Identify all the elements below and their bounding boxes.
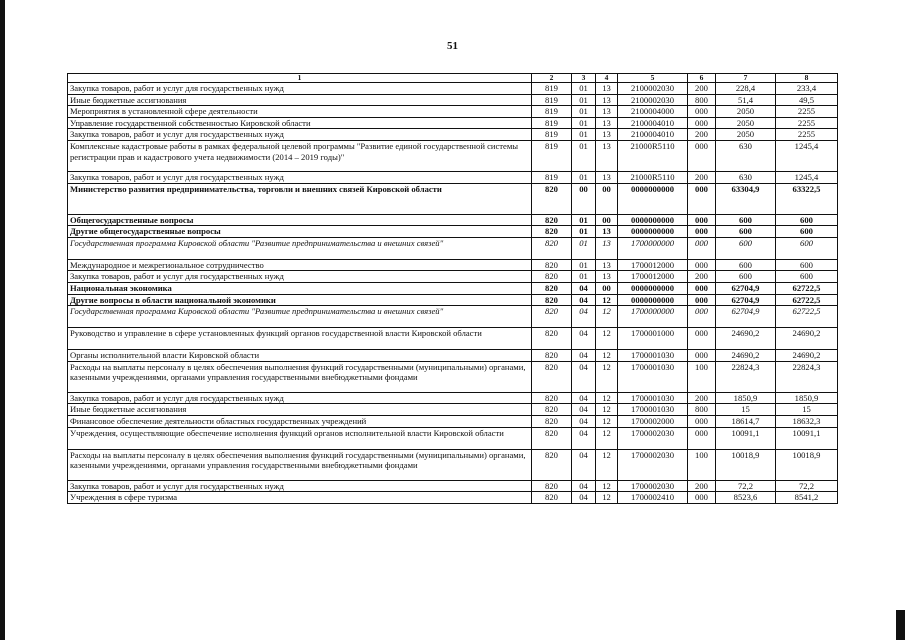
row-value-cell-c6: 100 (688, 449, 716, 480)
row-value-cell-c6: 100 (688, 361, 716, 392)
row-name-cell: Национальная экономика (68, 282, 532, 294)
row-value-cell-c2: 819 (532, 140, 572, 171)
row-value-cell-c4: 00 (596, 183, 618, 214)
row-value-cell-c2: 819 (532, 171, 572, 183)
row-value-cell-c4: 13 (596, 259, 618, 271)
row-value-cell-c6: 000 (688, 282, 716, 294)
table-row (68, 129, 838, 141)
row-value-cell-c8: 1850,9 (776, 392, 838, 404)
row-name-cell: Другие общегосударственные вопросы (68, 226, 532, 238)
row-value-cell-c8: 600 (776, 214, 838, 226)
row-value-cell-c2: 820 (532, 282, 572, 294)
row-value-cell-c4: 13 (596, 171, 618, 183)
row-value-cell-c6: 200 (688, 129, 716, 141)
row-value-cell-c3: 04 (572, 480, 596, 492)
row-value-cell-c8: 8541,2 (776, 492, 838, 504)
row-value-cell-c4: 12 (596, 492, 618, 504)
column-header: 1 (68, 74, 532, 83)
row-value-cell-c5: 1700001000 (618, 328, 688, 350)
row-value-cell-c3: 04 (572, 306, 596, 328)
row-value-cell-c8: 2255 (776, 129, 838, 141)
row-value-cell-c8: 10018,9 (776, 449, 838, 480)
row-value-cell-c7: 62704,9 (716, 282, 776, 294)
row-value-cell-c4: 12 (596, 294, 618, 306)
row-value-cell-c2: 820 (532, 392, 572, 404)
row-value-cell-c6: 200 (688, 271, 716, 283)
row-value-cell-c8: 600 (776, 226, 838, 238)
table-row (68, 226, 838, 238)
row-value-cell-c7: 2050 (716, 129, 776, 141)
row-value-cell-c5: 1700012000 (618, 259, 688, 271)
row-name-cell: Другие вопросы в области национальной экономики (68, 294, 532, 306)
row-value-cell-c2: 820 (532, 361, 572, 392)
row-name-cell: Управление государственной собственностью Кировской области (68, 117, 532, 129)
row-value-cell-c2: 819 (532, 129, 572, 141)
table-row (68, 214, 838, 226)
row-value-cell-c3: 04 (572, 449, 596, 480)
row-value-cell-c4: 13 (596, 226, 618, 238)
row-value-cell-c8: 22824,3 (776, 361, 838, 392)
row-value-cell-c7: 24690,2 (716, 328, 776, 350)
row-value-cell-c2: 820 (532, 271, 572, 283)
row-value-cell-c7: 15 (716, 404, 776, 416)
table-row (68, 492, 838, 504)
row-value-cell-c5: 21000R5110 (618, 171, 688, 183)
row-value-cell-c4: 12 (596, 328, 618, 350)
row-value-cell-c2: 819 (532, 83, 572, 95)
row-value-cell-c3: 04 (572, 392, 596, 404)
row-value-cell-c2: 820 (532, 480, 572, 492)
row-value-cell-c7: 228,4 (716, 83, 776, 95)
row-value-cell-c5: 1700000000 (618, 237, 688, 259)
row-value-cell-c4: 13 (596, 140, 618, 171)
row-value-cell-c7: 630 (716, 140, 776, 171)
row-value-cell-c4: 12 (596, 427, 618, 449)
row-name-cell: Финансовое обеспечение деятельности областных государственных учреждений (68, 415, 532, 427)
row-value-cell-c4: 00 (596, 214, 618, 226)
row-value-cell-c5: 1700002030 (618, 480, 688, 492)
row-value-cell-c6: 000 (688, 214, 716, 226)
row-value-cell-c7: 630 (716, 171, 776, 183)
row-value-cell-c2: 819 (532, 117, 572, 129)
table-row (68, 415, 838, 427)
row-value-cell-c6: 000 (688, 294, 716, 306)
table-row (68, 427, 838, 449)
row-value-cell-c4: 12 (596, 361, 618, 392)
row-value-cell-c7: 600 (716, 214, 776, 226)
row-value-cell-c6: 800 (688, 94, 716, 106)
row-value-cell-c3: 01 (572, 140, 596, 171)
row-value-cell-c4: 13 (596, 271, 618, 283)
row-value-cell-c3: 01 (572, 94, 596, 106)
row-value-cell-c4: 12 (596, 404, 618, 416)
row-value-cell-c8: 49,5 (776, 94, 838, 106)
row-value-cell-c5: 1700002410 (618, 492, 688, 504)
row-name-cell: Учреждения, осуществляющие обеспечение исполнения функций органов исполнительной власти Кировской области (68, 427, 532, 449)
row-value-cell-c8: 2255 (776, 106, 838, 118)
row-value-cell-c7: 10018,9 (716, 449, 776, 480)
table-row (68, 237, 838, 259)
row-value-cell-c8: 600 (776, 271, 838, 283)
row-value-cell-c2: 820 (532, 306, 572, 328)
row-value-cell-c5: 0000000000 (618, 226, 688, 238)
row-name-cell: Государственная программа Кировской области "Развитие предпринимательства и внешних связей" (68, 306, 532, 328)
row-value-cell-c3: 04 (572, 361, 596, 392)
row-value-cell-c7: 600 (716, 226, 776, 238)
row-name-cell: Закупка товаров, работ и услуг для государственных нужд (68, 171, 532, 183)
row-value-cell-c2: 820 (532, 427, 572, 449)
column-header: 6 (688, 74, 716, 83)
scan-edge-right (896, 610, 905, 640)
row-value-cell-c6: 000 (688, 427, 716, 449)
row-name-cell: Международное и межрегиональное сотрудничество (68, 259, 532, 271)
row-value-cell-c8: 600 (776, 237, 838, 259)
row-value-cell-c2: 820 (532, 226, 572, 238)
row-value-cell-c2: 820 (532, 294, 572, 306)
row-value-cell-c2: 820 (532, 259, 572, 271)
row-value-cell-c5: 0000000000 (618, 282, 688, 294)
row-value-cell-c3: 04 (572, 404, 596, 416)
row-value-cell-c4: 12 (596, 392, 618, 404)
row-value-cell-c8: 1245,4 (776, 171, 838, 183)
row-value-cell-c8: 24690,2 (776, 328, 838, 350)
table-row (68, 117, 838, 129)
row-value-cell-c8: 62722,5 (776, 294, 838, 306)
row-value-cell-c5: 1700001030 (618, 392, 688, 404)
row-value-cell-c8: 62722,5 (776, 306, 838, 328)
column-header: 3 (572, 74, 596, 83)
row-value-cell-c4: 12 (596, 306, 618, 328)
row-value-cell-c3: 04 (572, 294, 596, 306)
row-value-cell-c8: 600 (776, 259, 838, 271)
row-value-cell-c8: 72,2 (776, 480, 838, 492)
row-value-cell-c3: 01 (572, 259, 596, 271)
table-row (68, 328, 838, 350)
row-value-cell-c4: 13 (596, 129, 618, 141)
row-value-cell-c4: 12 (596, 449, 618, 480)
table-row (68, 183, 838, 214)
row-name-cell: Закупка товаров, работ и услуг для государственных нужд (68, 83, 532, 95)
row-value-cell-c7: 62704,9 (716, 294, 776, 306)
row-value-cell-c5: 1700001030 (618, 404, 688, 416)
row-value-cell-c5: 1700002030 (618, 427, 688, 449)
row-value-cell-c5: 1700002030 (618, 449, 688, 480)
table-row (68, 404, 838, 416)
row-name-cell: Расходы на выплаты персоналу в целях обеспечения выполнения функций государственными (муниципальными) органами, казенными учреждениями, органами управления государственными внебюджетными фондами (68, 449, 532, 480)
row-value-cell-c5: 1700002000 (618, 415, 688, 427)
row-value-cell-c3: 01 (572, 214, 596, 226)
row-value-cell-c7: 18614,7 (716, 415, 776, 427)
row-value-cell-c3: 01 (572, 271, 596, 283)
row-value-cell-c3: 04 (572, 328, 596, 350)
table-row (68, 106, 838, 118)
row-value-cell-c3: 01 (572, 237, 596, 259)
row-name-cell: Иные бюджетные ассигнования (68, 94, 532, 106)
row-value-cell-c3: 04 (572, 427, 596, 449)
row-value-cell-c6: 000 (688, 306, 716, 328)
page-number: 51 (447, 40, 458, 52)
table-row (68, 449, 838, 480)
row-value-cell-c3: 00 (572, 183, 596, 214)
row-value-cell-c5: 21000R5110 (618, 140, 688, 171)
row-value-cell-c6: 000 (688, 117, 716, 129)
row-value-cell-c3: 01 (572, 171, 596, 183)
row-value-cell-c2: 820 (532, 183, 572, 214)
row-value-cell-c5: 1700001030 (618, 350, 688, 362)
table-row (68, 392, 838, 404)
row-value-cell-c2: 819 (532, 106, 572, 118)
row-value-cell-c8: 15 (776, 404, 838, 416)
row-value-cell-c6: 200 (688, 171, 716, 183)
row-name-cell: Органы исполнительной власти Кировской области (68, 350, 532, 362)
row-value-cell-c4: 00 (596, 282, 618, 294)
table-row (68, 259, 838, 271)
row-value-cell-c7: 2050 (716, 106, 776, 118)
table-row (68, 306, 838, 328)
table-row (68, 140, 838, 171)
row-value-cell-c2: 820 (532, 237, 572, 259)
row-value-cell-c6: 000 (688, 492, 716, 504)
row-value-cell-c5: 2100004010 (618, 117, 688, 129)
row-value-cell-c4: 13 (596, 94, 618, 106)
row-value-cell-c2: 820 (532, 328, 572, 350)
row-value-cell-c6: 200 (688, 392, 716, 404)
row-value-cell-c4: 12 (596, 415, 618, 427)
row-value-cell-c2: 820 (532, 415, 572, 427)
row-value-cell-c3: 04 (572, 492, 596, 504)
row-value-cell-c7: 51,4 (716, 94, 776, 106)
row-value-cell-c2: 819 (532, 94, 572, 106)
row-value-cell-c7: 600 (716, 237, 776, 259)
row-value-cell-c7: 72,2 (716, 480, 776, 492)
row-value-cell-c2: 820 (532, 350, 572, 362)
row-value-cell-c3: 04 (572, 350, 596, 362)
budget-table-body (68, 74, 838, 504)
row-value-cell-c4: 13 (596, 117, 618, 129)
row-value-cell-c6: 000 (688, 350, 716, 362)
row-value-cell-c2: 820 (532, 492, 572, 504)
row-value-cell-c6: 000 (688, 415, 716, 427)
row-name-cell: Руководство и управление в сфере установленных функций органов государственной власти Кировской области (68, 328, 532, 350)
row-value-cell-c5: 0000000000 (618, 294, 688, 306)
row-value-cell-c8: 18632,3 (776, 415, 838, 427)
row-value-cell-c5: 2100002030 (618, 94, 688, 106)
row-value-cell-c5: 0000000000 (618, 214, 688, 226)
row-value-cell-c4: 13 (596, 237, 618, 259)
row-value-cell-c7: 1850,9 (716, 392, 776, 404)
column-header: 5 (618, 74, 688, 83)
row-value-cell-c7: 8523,6 (716, 492, 776, 504)
table-row (68, 294, 838, 306)
row-value-cell-c6: 000 (688, 183, 716, 214)
row-value-cell-c7: 600 (716, 271, 776, 283)
row-value-cell-c6: 000 (688, 237, 716, 259)
row-value-cell-c3: 01 (572, 226, 596, 238)
row-name-cell: Закупка товаров, работ и услуг для государственных нужд (68, 271, 532, 283)
row-value-cell-c4: 13 (596, 106, 618, 118)
row-name-cell: Иные бюджетные ассигнования (68, 404, 532, 416)
row-value-cell-c4: 12 (596, 480, 618, 492)
table-row (68, 350, 838, 362)
row-value-cell-c3: 01 (572, 83, 596, 95)
row-name-cell: Учреждения в сфере туризма (68, 492, 532, 504)
row-value-cell-c5: 0000000000 (618, 183, 688, 214)
row-value-cell-c8: 63322,5 (776, 183, 838, 214)
row-value-cell-c3: 01 (572, 129, 596, 141)
row-value-cell-c8: 1245,4 (776, 140, 838, 171)
row-value-cell-c7: 10091,1 (716, 427, 776, 449)
row-value-cell-c7: 2050 (716, 117, 776, 129)
row-value-cell-c5: 1700012000 (618, 271, 688, 283)
table-row (68, 271, 838, 283)
row-value-cell-c8: 2255 (776, 117, 838, 129)
row-value-cell-c8: 62722,5 (776, 282, 838, 294)
row-value-cell-c4: 12 (596, 350, 618, 362)
row-name-cell: Закупка товаров, работ и услуг для государственных нужд (68, 129, 532, 141)
row-name-cell: Расходы на выплаты персоналу в целях обеспечения выполнения функций государственными (муниципальными) органами, казенными учреждениями, органами управления государственными внебюджетными фондами (68, 361, 532, 392)
column-header: 8 (776, 74, 838, 83)
row-value-cell-c8: 233,4 (776, 83, 838, 95)
row-value-cell-c6: 000 (688, 140, 716, 171)
column-header: 4 (596, 74, 618, 83)
budget-table (67, 73, 838, 504)
row-name-cell: Министерство развития предпринимательства, торговли и внешних связей Кировской области (68, 183, 532, 214)
row-value-cell-c3: 04 (572, 282, 596, 294)
row-value-cell-c7: 600 (716, 259, 776, 271)
row-value-cell-c2: 820 (532, 404, 572, 416)
row-name-cell: Закупка товаров, работ и услуг для государственных нужд (68, 480, 532, 492)
column-header: 7 (716, 74, 776, 83)
row-value-cell-c6: 800 (688, 404, 716, 416)
table-row (68, 83, 838, 95)
table-row (68, 480, 838, 492)
row-name-cell: Мероприятия в установленной сфере деятельности (68, 106, 532, 118)
row-value-cell-c7: 63304,9 (716, 183, 776, 214)
table-row (68, 282, 838, 294)
table-header-row (68, 74, 838, 83)
row-value-cell-c5: 1700000000 (618, 306, 688, 328)
row-value-cell-c5: 1700001030 (618, 361, 688, 392)
scan-edge-left (0, 0, 5, 640)
row-value-cell-c6: 000 (688, 226, 716, 238)
row-value-cell-c5: 2100004000 (618, 106, 688, 118)
row-value-cell-c2: 820 (532, 214, 572, 226)
row-value-cell-c3: 04 (572, 415, 596, 427)
row-value-cell-c3: 01 (572, 117, 596, 129)
table-row (68, 361, 838, 392)
row-name-cell: Государственная программа Кировской области "Развитие предпринимательства и внешних связей" (68, 237, 532, 259)
row-value-cell-c7: 22824,3 (716, 361, 776, 392)
row-value-cell-c8: 24690,2 (776, 350, 838, 362)
row-value-cell-c5: 2100002030 (618, 83, 688, 95)
table-row (68, 171, 838, 183)
row-value-cell-c6: 200 (688, 83, 716, 95)
row-value-cell-c4: 13 (596, 83, 618, 95)
row-value-cell-c7: 24690,2 (716, 350, 776, 362)
row-name-cell: Комплексные кадастровые работы в рамках федеральной целевой программы "Развитие единой государственной системы регистрации прав и кадастрового учета недвижимости (2014 – 2019 годы)" (68, 140, 532, 171)
row-value-cell-c7: 62704,9 (716, 306, 776, 328)
row-value-cell-c6: 000 (688, 259, 716, 271)
row-value-cell-c2: 820 (532, 449, 572, 480)
row-value-cell-c6: 200 (688, 480, 716, 492)
row-value-cell-c3: 01 (572, 106, 596, 118)
row-value-cell-c6: 000 (688, 328, 716, 350)
row-value-cell-c5: 2100004010 (618, 129, 688, 141)
column-header: 2 (532, 74, 572, 83)
row-value-cell-c6: 000 (688, 106, 716, 118)
row-name-cell: Общегосударственные вопросы (68, 214, 532, 226)
row-value-cell-c8: 10091,1 (776, 427, 838, 449)
row-name-cell: Закупка товаров, работ и услуг для государственных нужд (68, 392, 532, 404)
table-row (68, 94, 838, 106)
